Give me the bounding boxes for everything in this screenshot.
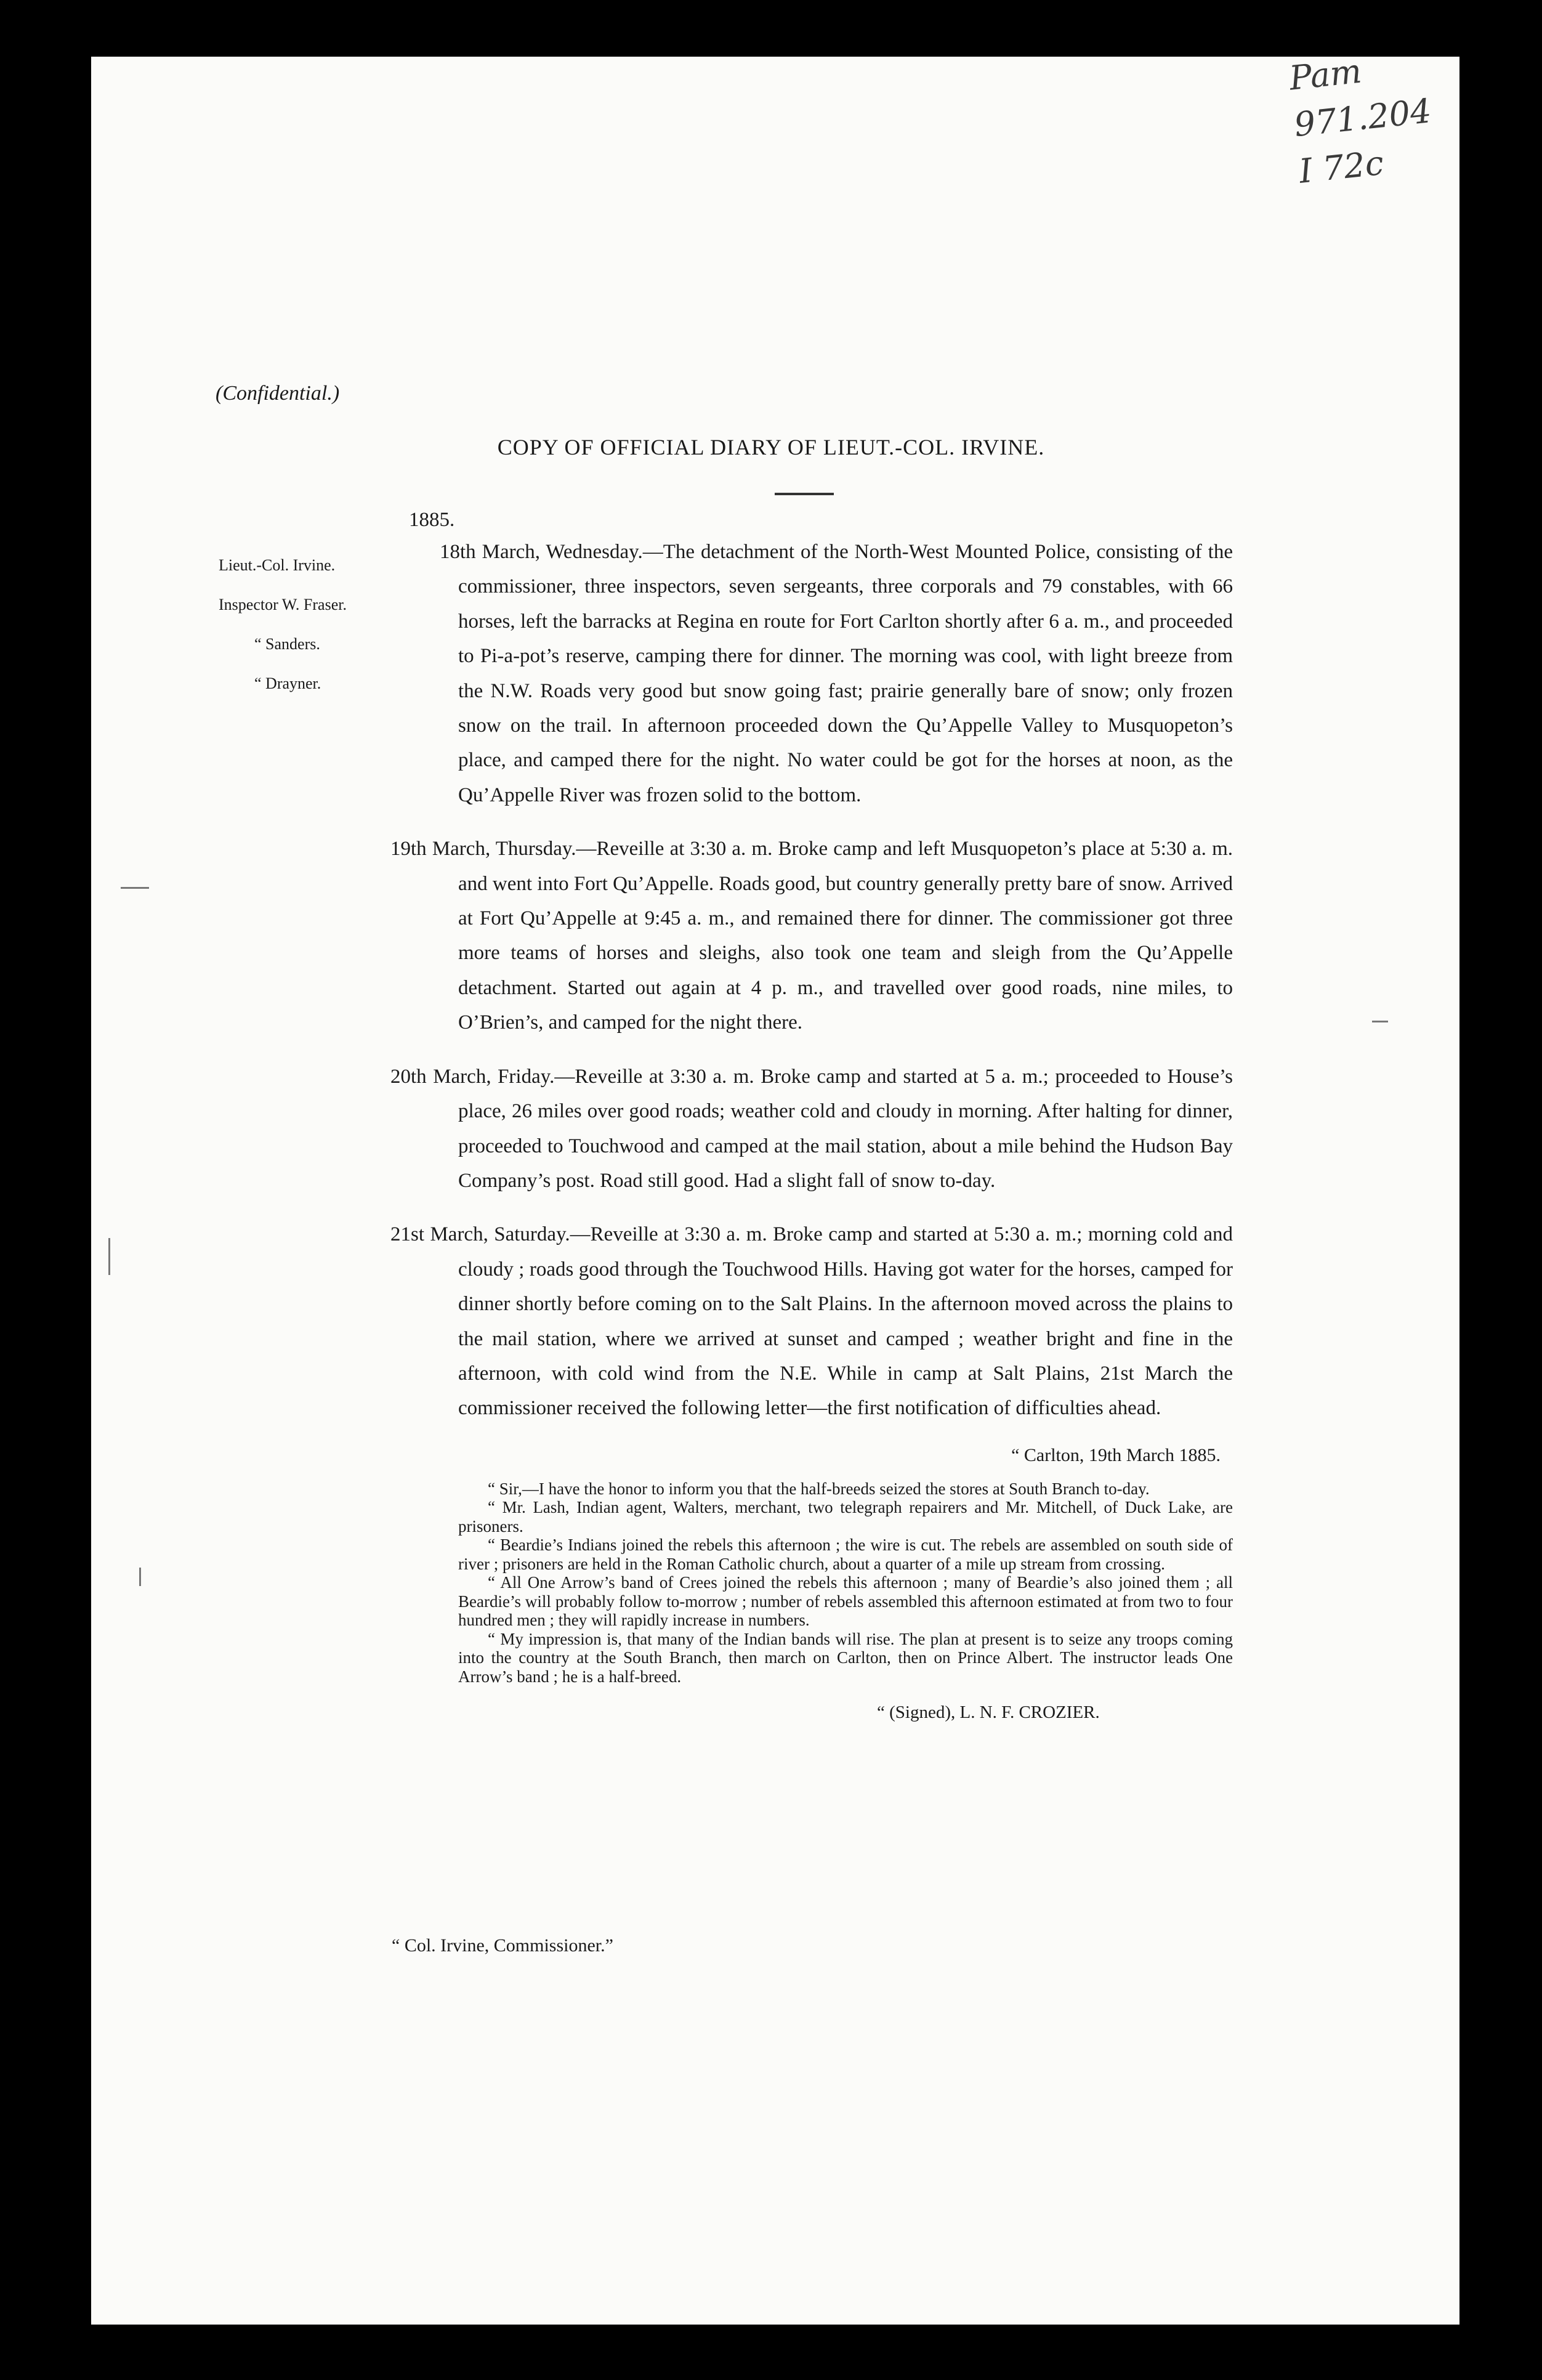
letter-addressee: “ Col. Irvine, Commissioner.”: [392, 1935, 613, 1956]
diary-entry-18th-march: 18th March, Wednesday.—The detachment of the North-West Mounted Police, consisting of the commissioner, three inspectors, seven sergeants, three corporals and 79 constables, with 66 horses, left the barracks at Regina en route for Fort Carlton shortly after 6 a. m., and proceeded to Pi-a-pot’s reserve, camping there for dinner. The morning was cool, with light breeze from the N.W. Roads very good but snow going fast; prairie generally bare of snow; only frozen snow on the trail. In afternoon proceeded down the Qu’Appelle Valley to Musquopeton’s place, and camped there for the night. No water could be got for the horses at noon, as the Qu’Appelle River was frozen solid to the bottom.: [440, 541, 1233, 806]
letter-paragraph: “ Sir,—I have the honor to inform you that the half-breeds seized the stores at South Branch to-day.: [488, 1479, 1150, 1498]
letter-paragraph: “ All One Arrow’s band of Crees joined the rebels this afternoon ; many of Beardie’s also joined them ; all Beardie’s will probably follow to-morrow ; number of rebels assembled this afternoon estimated at from two to four hundred men ; they will rapidly increase in numbers.: [458, 1573, 1233, 1630]
letter-paragraph: “ My impression is, that many of the Indian bands will rise. The plan at present is to seize any troops coming into the country at the South Branch, then march on Carlton, then on Prince Albert. The instructor leads One Arrow’s band ; he is a half-breed.: [458, 1629, 1233, 1686]
page-title: COPY OF OFFICIAL DIARY OF LIEUT.-COL. IRVINE.: [497, 435, 1045, 459]
confidential-label: (Confidential.): [216, 382, 340, 405]
scan-mark: [121, 887, 149, 889]
margin-name: Lieut.-Col. Irvine.: [219, 556, 336, 574]
diary-body: [390, 535, 1233, 1722]
margin-name: “ Drayner.: [254, 674, 321, 692]
letter-dateline: “ Carlton, 19th March 1885.: [1011, 1444, 1221, 1465]
diary-entry-20th-march: 20th March, Friday.—Reveille at 3:30 a. m. Broke camp and started at 5 a. m.; proceeded to House’s place, 26 miles over good roads; weather cold and cloudy in morning. After halting for dinner, proceeded to Touchwood and camped at the mail station, about a mile behind the Hudson Bay Company’s post. Road still good. Had a slight fall of snow to-day.: [390, 1065, 1233, 1192]
call-number-line-2: 971.204: [1292, 91, 1434, 145]
call-number-line-1: Pam: [1287, 51, 1363, 98]
letter-paragraph: “ Beardie’s Indians joined the rebels this afternoon ; the wire is cut. The rebels are assembled on south side of river ; prisoners are held in the Roman Catholic church, about a quarter of a mile up stream from crossing.: [458, 1536, 1233, 1573]
diary-entry-21st-march: 21st March, Saturday.—Reveille at 3:30 a. m. Broke camp and started at 5:30 a. m.; morning cold and cloudy ; roads good through the Touchwood Hills. Having got water for the horses, camped for dinner shortly before coming on to the Salt Plains. In the afternoon moved across the plains to the mail station, where we arrived at sunset and camped ; weather bright and fine in the afternoon, with cold wind from the N.E. While in camp at Salt Plains, 21st March the commissioner received the following letter—the first notification of difficulties ahead.: [390, 1223, 1233, 1420]
scan-mark: [1372, 1021, 1388, 1022]
title-divider: [775, 493, 834, 495]
letter-signature: “ (Signed), L. N. F. CROZIER.: [877, 1702, 1100, 1723]
letter-paragraph: “ Mr. Lash, Indian agent, Walters, merchant, two telegraph repairers and Mr. Mitchell, of Duck Lake, are prisoners.: [458, 1498, 1233, 1536]
diary-year: 1885.: [409, 509, 455, 531]
scan-mark: [139, 1568, 141, 1586]
margin-name: “ Sanders.: [254, 635, 320, 653]
margin-officer-list: [219, 546, 347, 703]
call-number-line-3: I 72c: [1297, 143, 1386, 191]
scan-mark: [108, 1238, 110, 1275]
crozier-letter: [458, 1479, 1233, 1722]
diary-entry-19th-march: 19th March, Thursday.—Reveille at 3:30 a. m. Broke camp and left Musquopeton’s place at 5:30 a. m. and went into Fort Qu’Appelle. Roads good, but country generally pretty bare of snow. Arrived at Fort Qu’Appelle at 9:45 a. m., and remained there for dinner. The commissioner got three more teams of horses and sleighs, also took one team and sleigh from the Qu’Appelle detachment. Started out again at 4 p. m., and travelled over good roads, nine miles, to O’Brien’s, and camped for the night there.: [390, 838, 1233, 1034]
margin-name: Inspector W. Fraser.: [219, 596, 347, 613]
handwritten-call-number: [1287, 32, 1522, 195]
